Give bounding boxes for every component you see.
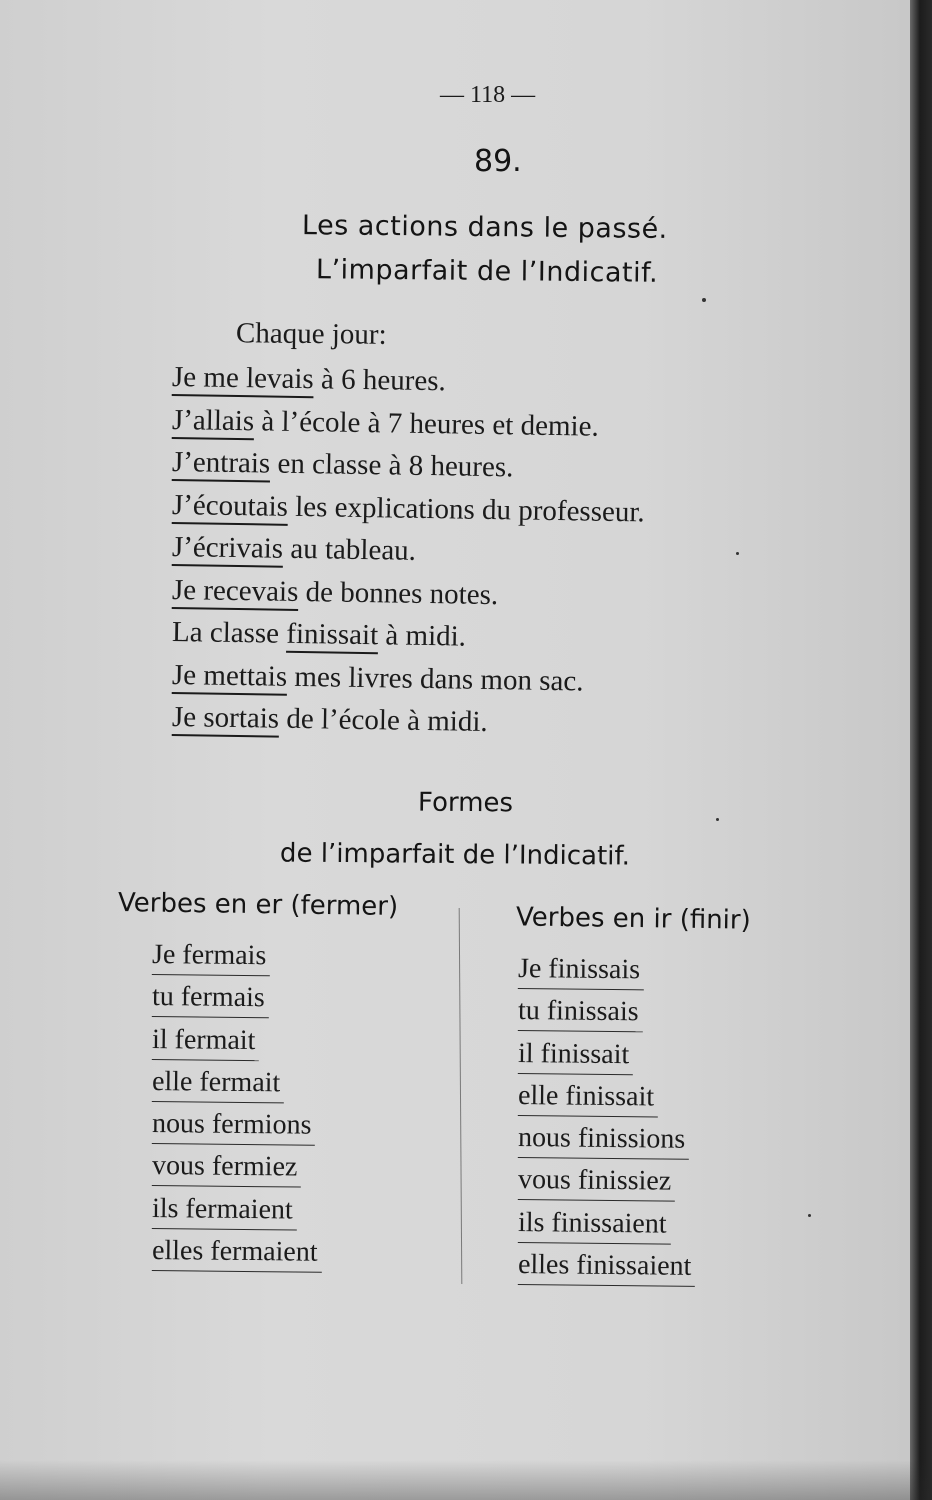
column-header-ir: Verbes en ir (finir) (515, 902, 751, 936)
sentence (172, 484, 645, 534)
sentence-rest: à 6 heures. (313, 363, 447, 398)
sentence (172, 356, 645, 406)
conjugation-form: il finissait (518, 1035, 696, 1079)
ink-speck (808, 1214, 811, 1217)
conjugation-form: elles fermaient (152, 1232, 322, 1276)
sentence-verb: J’écrivais (171, 531, 284, 565)
sentence (172, 399, 645, 449)
ink-speck (716, 818, 719, 821)
sentence-rest: à midi. (377, 619, 467, 653)
intro-text: Chaque jour: (235, 317, 387, 351)
sentence-rest: en classe à 8 heures. (269, 447, 514, 484)
conjugation-list-ir (518, 950, 695, 1288)
conjugation-form: Je finissais (518, 950, 696, 994)
sentence (172, 569, 645, 619)
sentence-rest: mes livres dans mon sac. (286, 660, 584, 697)
page-number: — 118 — (440, 82, 536, 108)
conjugation-form: vous finissiez (518, 1161, 696, 1205)
sentence-rest: à l’école à 7 heures et demie. (253, 404, 599, 443)
sentence-verb: Je recevais (171, 573, 299, 608)
sentence (172, 441, 645, 491)
sentence (172, 611, 645, 661)
forms-title-line-2: de l’imparfait de l’Indicatif. (279, 838, 631, 872)
example-sentences (172, 356, 645, 739)
sentence-verb: J’allais (171, 403, 255, 437)
conjugation-form: elles finissaient (518, 1246, 696, 1290)
conjugation-form: vous fermiez (152, 1147, 322, 1191)
conjugation-form: nous fermions (152, 1105, 322, 1149)
sentence-verb: Je me levais (171, 361, 314, 396)
lesson-number: 89. (474, 144, 522, 179)
conjugation-form: elle fermait (152, 1063, 322, 1107)
sentence-rest: les explications du professeur. (287, 490, 645, 528)
conjugation-form: ils fermaient (152, 1190, 322, 1234)
conjugation-form: ils finissaient (518, 1204, 696, 1248)
sentence-rest: de bonnes notes. (298, 575, 499, 611)
conjugation-list-er (152, 936, 322, 1274)
ink-speck (702, 298, 706, 302)
sentence-verb: Je mettais (171, 658, 288, 693)
sentence-pre: La classe (171, 616, 287, 650)
sentence-verb: Je sortais (171, 701, 280, 735)
conjugation-form: tu fermais (152, 978, 322, 1022)
sentence-rest: de l’école à midi. (278, 702, 488, 738)
sentence (172, 696, 645, 746)
bottom-shadow (0, 1460, 932, 1500)
sentence-verb: finissait (286, 617, 379, 652)
ink-speck (736, 552, 739, 555)
conjugation-form: il fermait (152, 1021, 322, 1065)
sentence-verb: J’écoutais (171, 488, 289, 523)
conjugation-form: tu finissais (518, 992, 696, 1036)
column-header-er: Verbes en er (fermer) (117, 888, 399, 922)
forms-title-line-1: Formes (417, 787, 514, 819)
sentence-verb: J’entrais (171, 446, 271, 480)
sentence-rest: au tableau. (282, 532, 417, 567)
conjugation-form: Je fermais (152, 936, 322, 980)
sentence (172, 526, 645, 576)
conjugation-form: elle finissait (518, 1077, 696, 1121)
page-edge-shadow (910, 0, 932, 1500)
title-line-2: L’imparfait de l’Indicatif. (315, 254, 659, 289)
conjugation-form: nous finissions (518, 1119, 696, 1163)
sentence (172, 654, 645, 704)
column-divider (459, 908, 463, 1284)
title-line-1: Les actions dans le passé. (301, 210, 668, 245)
